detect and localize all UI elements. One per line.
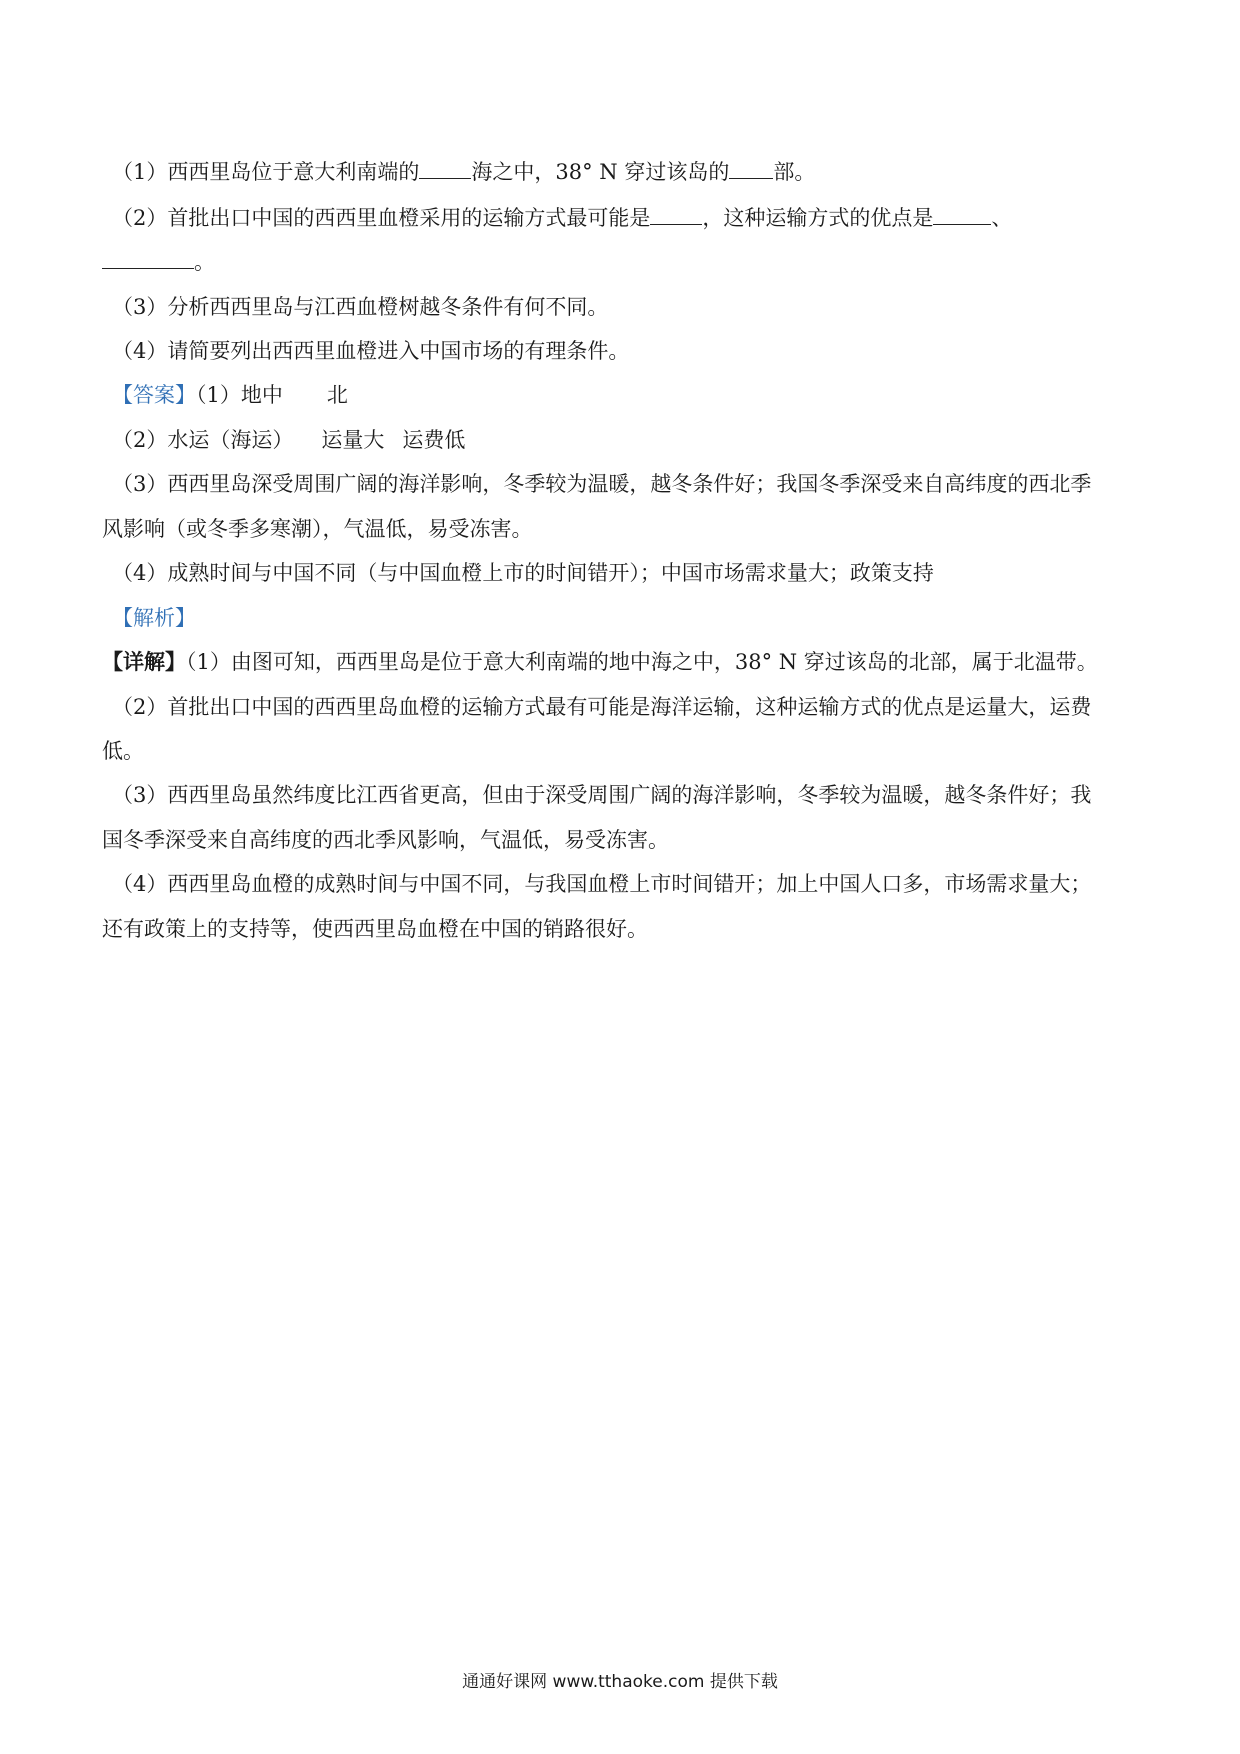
question-2-text-c: 、	[991, 206, 1013, 230]
answer-3-line-2: 风影响（或冬季多寒潮），气温低，易受冻害。	[102, 517, 533, 541]
answer-blank	[419, 158, 471, 179]
answer-1-text: （1）地中	[196, 383, 283, 407]
analysis-tag: 【解析】	[112, 606, 196, 630]
answer-2-text: （2）水运（海运）	[112, 428, 294, 452]
answer-2-text-c: 运费低	[402, 428, 466, 452]
page-footer: 通通好课网 www.tthaoke.com 提供下载	[462, 1672, 778, 1692]
detail-3-line-2: 国冬季深受来自高纬度的西北季风影响，气温低，易受冻害。	[102, 828, 669, 852]
answer-2	[112, 425, 1132, 455]
answer-blank	[650, 204, 702, 225]
answer-blank	[933, 204, 991, 225]
answer-2-text-b: 运量大	[321, 428, 385, 452]
detail-3-line-1: （3）西西里岛虽然纬度比江西省更高，但由于深受周围广阔的海洋影响，冬季较为温暖，越冬条件好；我	[112, 783, 1092, 807]
answer-blank	[102, 248, 194, 269]
question-1-text-a: （1）西西里岛位于意大利南端的	[112, 160, 420, 184]
answer-1	[112, 380, 1132, 410]
analysis-heading	[112, 603, 1132, 633]
question-1-text-b: 海之中，38° N 穿过该岛的	[471, 160, 730, 184]
answer-tag: 【答案】	[112, 383, 196, 407]
detail-1	[102, 647, 1122, 677]
answer-blank	[729, 158, 773, 179]
answer-1-text-b: 北	[326, 383, 348, 407]
question-2-text-a: （2）首批出口中国的西西里血橙采用的运输方式最可能是	[112, 206, 651, 230]
detail-4-line-1: （4）西西里岛血橙的成熟时间与中国不同，与我国血橙上市时间错开；加上中国人口多，市场需求量大；	[112, 872, 1092, 896]
question-1	[112, 157, 1132, 187]
detail-tag: 【详解】	[102, 649, 186, 674]
question-1-text-c: 部。	[773, 160, 816, 184]
question-2-text-b: ，这种运输方式的优点是	[702, 206, 934, 230]
answer-4: （4）成熟时间与中国不同（与中国血橙上市的时间错开）；中国市场需求量大；政策支持	[112, 561, 934, 585]
question-2-continued	[102, 247, 1122, 277]
detail-1-text: （1）由图可知，西西里岛是位于意大利南端的地中海之中，38° N 穿过该岛的北部，属于北温带。	[186, 650, 1098, 674]
question-2-text-d: 。	[194, 250, 215, 274]
question-2	[112, 203, 1132, 233]
answer-3-line-1: （3）西西里岛深受周围广阔的海洋影响，冬季较为温暖，越冬条件好；我国冬季深受来自高纬度的西北季	[112, 472, 1092, 496]
detail-2-line-1: （2）首批出口中国的西西里岛血橙的运输方式最有可能是海洋运输，这种运输方式的优点是运量大，运费	[112, 695, 1092, 719]
detail-4-line-2: 还有政策上的支持等，使西西里岛血橙在中国的销路很好。	[102, 917, 648, 941]
question-4: （4）请简要列出西西里血橙进入中国市场的有理条件。	[112, 339, 630, 363]
question-3: （3）分析西西里岛与江西血橙树越冬条件有何不同。	[112, 295, 609, 319]
detail-2-line-2: 低。	[102, 739, 144, 763]
